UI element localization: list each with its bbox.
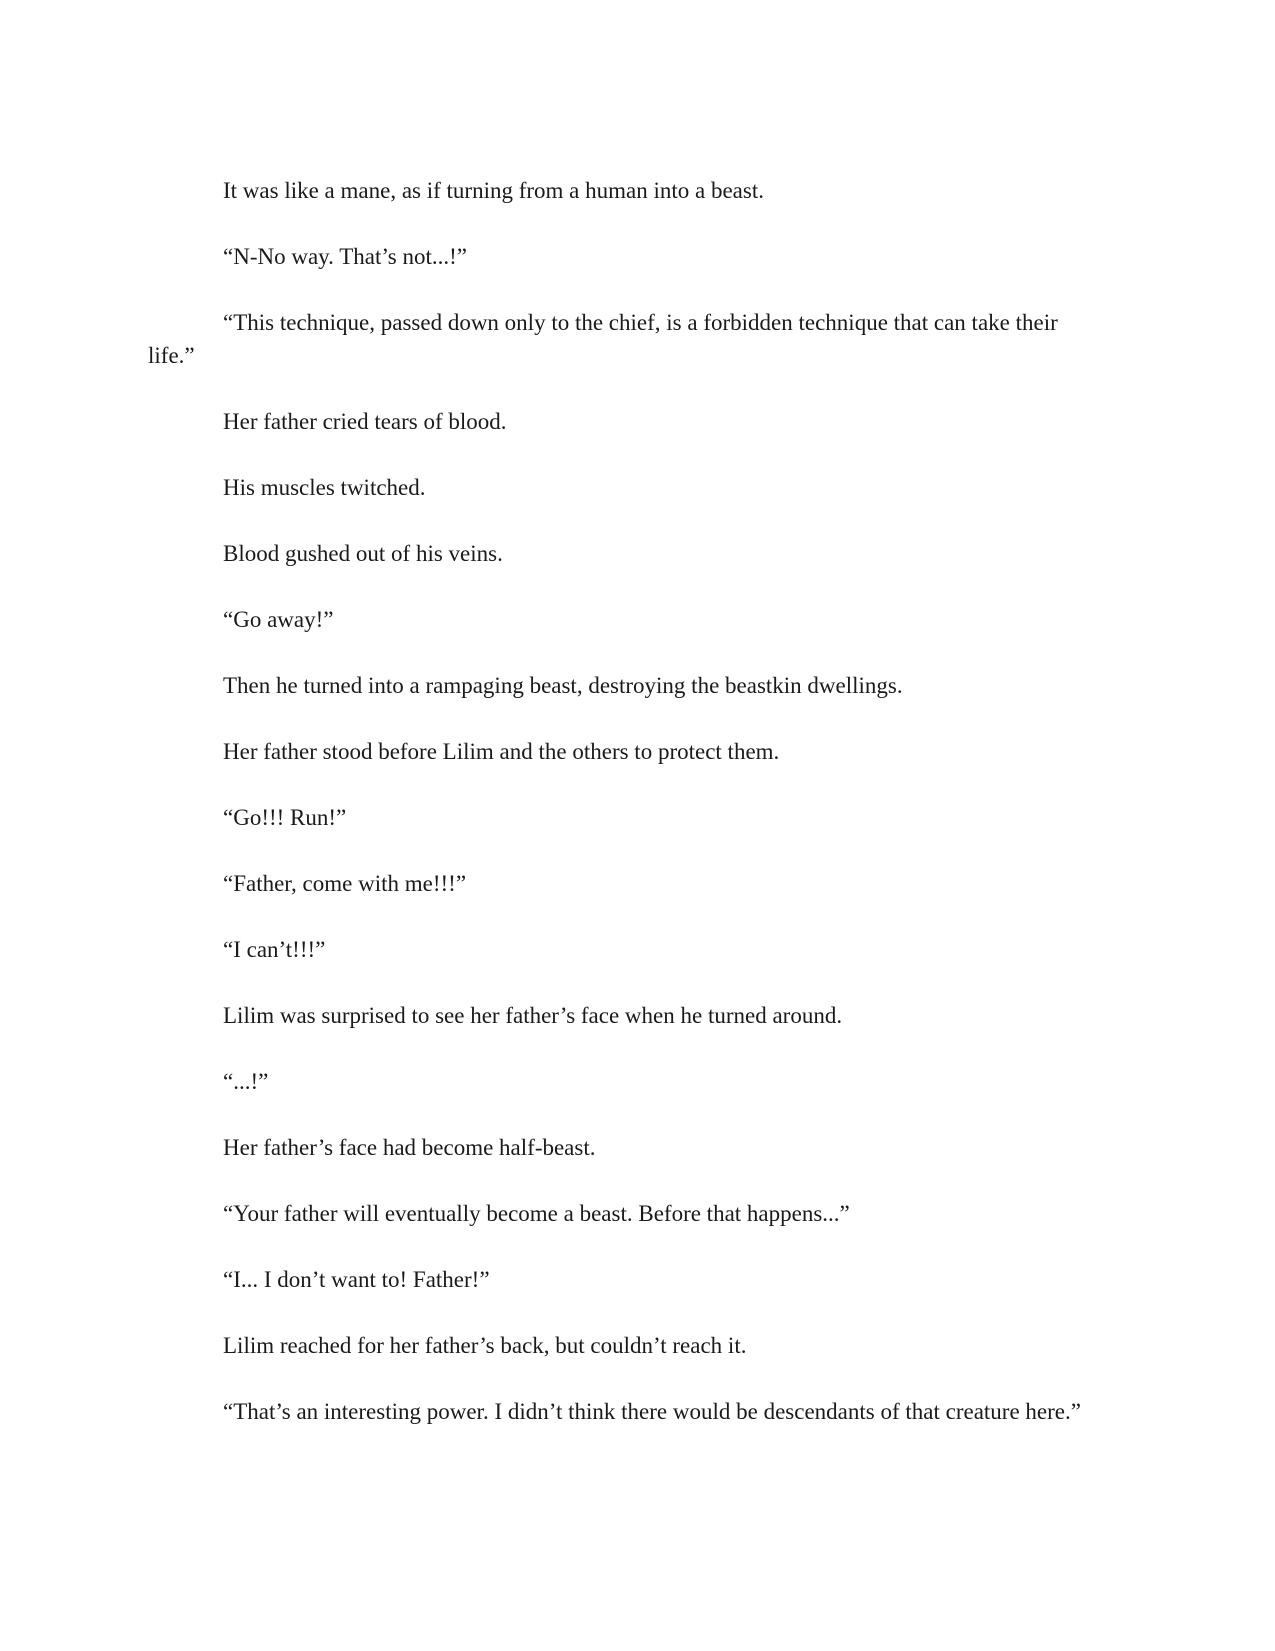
paragraph: “Go!!! Run!”	[223, 805, 347, 830]
paragraph: “Your father will eventually become a beast. Before that happens...”	[223, 1201, 850, 1226]
paragraph: Lilim reached for her father’s back, but couldn’t reach it.	[223, 1333, 747, 1358]
paragraph: It was like a mane, as if turning from a human into a beast.	[223, 178, 764, 203]
paragraph: His muscles twitched.	[223, 475, 426, 500]
paragraph: Her father’s face had become half-beast.	[223, 1135, 596, 1160]
paragraph: “N-No way. That’s not...!”	[223, 244, 467, 269]
paragraph: “...!”	[223, 1069, 269, 1094]
paragraph: “Go away!”	[223, 607, 334, 632]
paragraph: “I... I don’t want to! Father!”	[223, 1267, 490, 1292]
paragraph: “Father, come with me!!!”	[223, 871, 467, 896]
paragraph: Her father stood before Lilim and the others to protect them.	[223, 739, 780, 764]
paragraph: Blood gushed out of his veins.	[223, 541, 503, 566]
paragraph: Then he turned into a rampaging beast, destroying the beastkin dwellings.	[223, 673, 903, 698]
paragraph: Lilim was surprised to see her father’s face when he turned around.	[223, 1003, 843, 1028]
paragraph: “This technique, passed down only to the chief, is a forbidden technique that can take their life.”	[148, 310, 1058, 368]
body-text	[148, 174, 1093, 1461]
paragraph: Her father cried tears of blood.	[223, 409, 507, 434]
paragraph: “I can’t!!!”	[223, 937, 326, 962]
paragraph: “That’s an interesting power. I didn’t think there would be descendants of that creature here.”	[223, 1399, 1081, 1424]
